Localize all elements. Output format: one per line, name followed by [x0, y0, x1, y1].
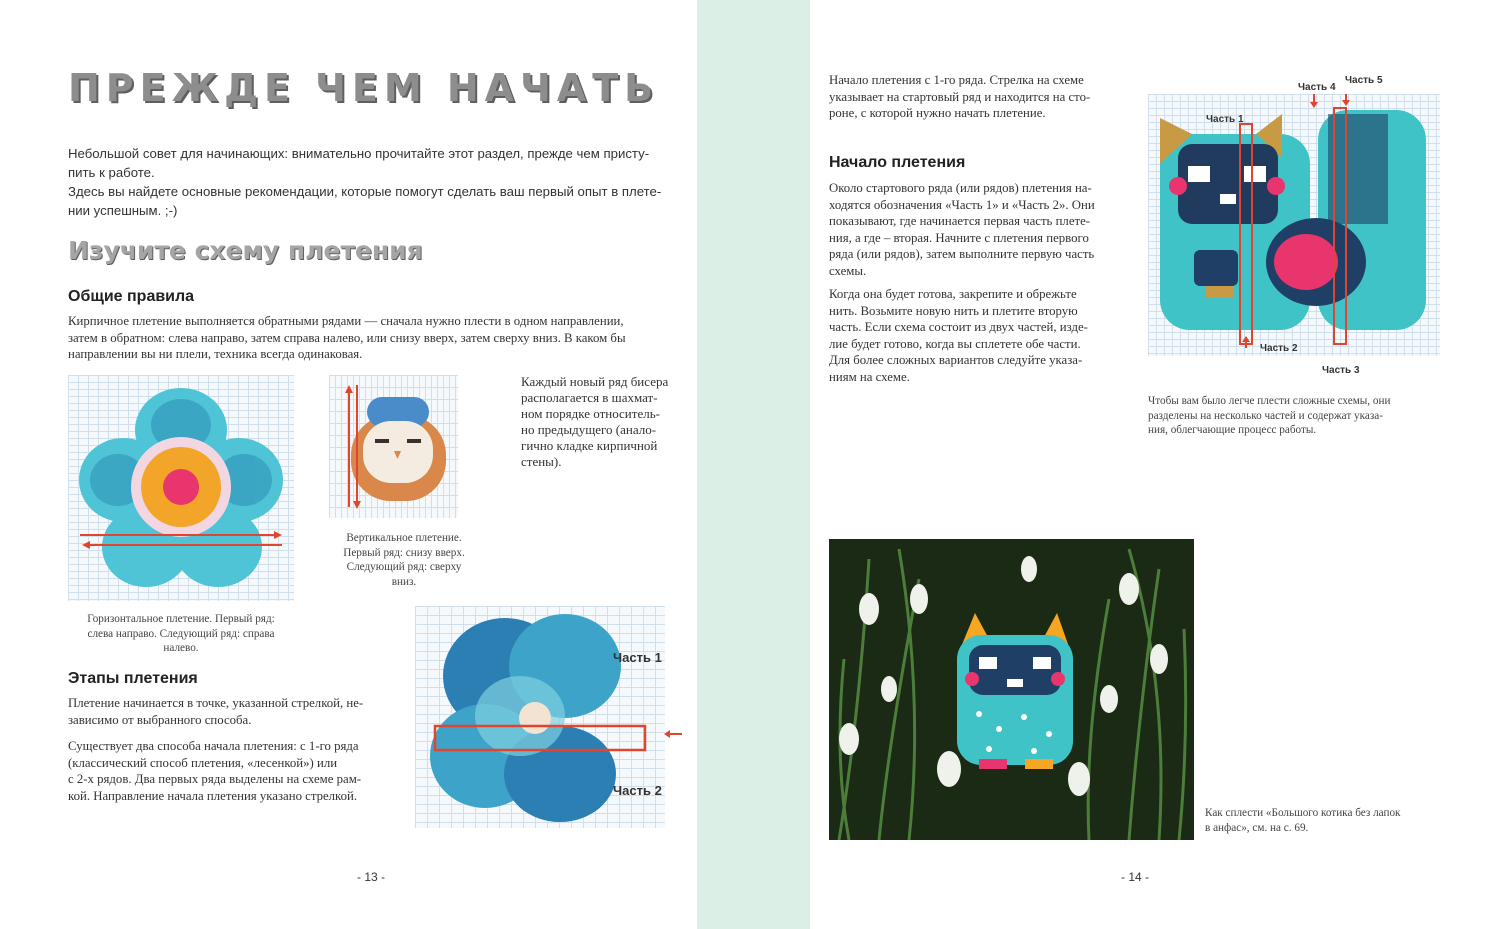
text-line: Начало плетения с 1-го ряда. Стрелка на схеме	[829, 73, 1084, 87]
cat-pattern-svg	[1148, 94, 1440, 356]
horizontal-caption	[68, 612, 294, 656]
cat-mask	[1178, 144, 1278, 224]
photo-caption	[1205, 806, 1445, 835]
text-line: зависимо от выбранного способа.	[68, 712, 252, 727]
beaded-cat	[957, 613, 1073, 769]
text-line: ния, а где – вторая. Начните с плетения первого	[829, 230, 1089, 245]
text-line: но предыдущего (анало-	[521, 422, 657, 437]
part-4-label: Часть 4	[1298, 82, 1336, 93]
caption-line: Чтобы вам было легче плести сложные схемы, они	[1148, 395, 1391, 407]
arrow-head-down-icon	[353, 501, 361, 509]
text-line: часть. Если схема состоит из двух частей, изде-	[829, 320, 1088, 334]
cat-eye-right	[1244, 166, 1266, 182]
text-line: ряда (или рядов), затем выполните первую часть	[829, 247, 1095, 261]
text-line: показывают, где начинается первая часть плете-	[829, 214, 1091, 228]
beaded-cat-photo	[829, 539, 1194, 840]
text-line: затем в обратном: слева направо, затем справа налево, или снизу вверх, затем сверху вниз. В каком бы	[68, 330, 626, 345]
caption-line: в анфас», см. на с. 69.	[1205, 821, 1309, 834]
intro-line: Здесь вы найдете основные рекомендации, которые помогут сделать ваш первый опыт в плете-	[68, 184, 662, 199]
cat-eye-left	[1188, 166, 1210, 182]
arrow-down-icon	[1342, 100, 1350, 106]
page-number-right: - 14 -	[1121, 870, 1150, 884]
part-5-label: Часть 5	[1345, 75, 1383, 86]
owl-eye-left	[375, 439, 389, 443]
owl-pattern-svg	[329, 375, 458, 518]
text-line: направлении вы ни плели, техника всегда одинаковая.	[68, 347, 363, 361]
cat-paw-left	[1194, 250, 1238, 286]
part-1-label: Часть 1	[1206, 114, 1244, 125]
cat-foot	[1206, 286, 1234, 298]
page-number-left: - 13 -	[357, 870, 386, 884]
text-line: Существует два способа начала плетения: с 1-го ряда	[68, 739, 359, 753]
photo-illustration-svg	[829, 539, 1194, 840]
text-line: лие будет готово, когда вы сплетете обе части.	[829, 336, 1081, 351]
caption-line: Вертикальное плетение.	[346, 532, 462, 544]
intro-line: нии успешным. ;-)	[68, 203, 178, 218]
vertical-owl-pattern	[329, 375, 458, 518]
caption-line: Горизонтальное плетение. Первый ряд:	[87, 613, 275, 625]
text-line: Каждый новый ряд бисера	[521, 374, 669, 389]
caption-line: слева направо. Следующий ряд: справа	[87, 627, 275, 640]
caption-line: Первый ряд: снизу вверх.	[343, 546, 465, 559]
text-line: стены).	[521, 454, 562, 469]
flower-parts-pattern	[415, 606, 665, 828]
cat-heart	[1274, 234, 1338, 290]
flower-pattern-svg	[68, 375, 294, 601]
arrow-head-right-icon	[274, 531, 282, 539]
start-note	[829, 72, 1123, 122]
text-line: Кирпичное плетение выполняется обратными рядами — сначала нужно плести в одном направлении,	[68, 314, 624, 328]
start-paragraph-2	[829, 286, 1123, 385]
text-line: гично кладке кирпичной	[521, 438, 658, 453]
caption-line: налево.	[163, 642, 199, 654]
text-line: ходятся обозначения «Часть 1» и «Часть 2». Они	[829, 197, 1095, 212]
text-line: кой. Направление начала плетения указано стрелкой.	[68, 788, 358, 803]
text-line: схемы.	[829, 263, 867, 278]
page-gutter	[697, 0, 810, 929]
arrow-head-left-icon	[82, 541, 90, 549]
part-2-label: Часть 2	[613, 783, 662, 798]
intro-line: Небольшой совет для начинающих: внимательно прочитайте этот раздел, прежде чем присту-	[68, 146, 650, 161]
caption-line: Как сплести «Большого котика без лапок	[1205, 807, 1401, 819]
section-title: Изучите схему плетения	[68, 236, 423, 265]
text-line: нить. Возьмите новую нить и плетите вторую	[829, 303, 1078, 318]
arrow-head-up-icon	[345, 385, 353, 393]
cat-cheek-left	[1169, 177, 1187, 195]
text-line: Около стартового ряда (или рядов) плетения на-	[829, 181, 1092, 195]
general-rules-text	[68, 313, 680, 363]
left-page	[0, 0, 697, 929]
stages-p1	[68, 695, 404, 728]
text-line: роне, с которой нужно начать плетение.	[829, 106, 1046, 120]
start-arrow-icon	[664, 728, 684, 740]
flower-center	[519, 702, 551, 734]
cat-caption	[1148, 394, 1438, 438]
part-1-label: Часть 1	[613, 650, 662, 665]
text-line: Когда она будет готова, закрепите и обрежьте	[829, 287, 1077, 301]
start-paragraph-1	[829, 180, 1123, 279]
text-line: с 2-х рядов. Два первых ряда выделены на схеме рам-	[68, 772, 362, 786]
vertical-caption	[329, 531, 479, 589]
general-rules-heading: Общие правила	[68, 288, 195, 305]
part-3-label: Часть 3	[1322, 365, 1360, 376]
cat-back-stripe	[1328, 114, 1388, 224]
text-line: указывает на стартовый ряд и находится на сто-	[829, 89, 1091, 104]
horizontal-flower-pattern	[68, 375, 294, 601]
intro-text	[68, 144, 680, 220]
caption-line: разделены на несколько частей и содержат указа-	[1148, 409, 1383, 422]
text-line: ниям на схеме.	[829, 369, 910, 384]
text-line: (классический способ плетения, «лесенкой») или	[68, 755, 338, 770]
owl-eye-right	[407, 439, 421, 443]
text-line: Для более сложных вариантов следуйте указа-	[829, 353, 1083, 367]
text-line: Плетение начинается в точке, указанной стрелкой, не-	[68, 696, 364, 710]
cat-muzzle	[1220, 194, 1236, 204]
flower-core	[163, 469, 199, 505]
stages-heading: Этапы плетения	[68, 670, 198, 687]
part-2-label: Часть 2	[1260, 343, 1298, 354]
intro-line: пить к работе.	[68, 165, 155, 180]
brick-note	[521, 374, 679, 470]
text-line: ном порядке относитель-	[521, 406, 660, 421]
text-line: располагается в шахмат-	[521, 390, 658, 405]
stages-p2	[68, 738, 404, 804]
cat-parts-pattern	[1148, 94, 1440, 356]
arrow-down-icon	[1310, 102, 1318, 108]
start-heading: Начало плетения	[829, 154, 966, 171]
cat-cheek-right	[1267, 177, 1285, 195]
arrow-up-icon	[1242, 336, 1250, 342]
caption-line: Следующий ряд: сверху	[346, 561, 462, 573]
chapter-title: ПРЕЖДЕ ЧЕМ НАЧАТЬ	[68, 66, 660, 110]
caption-line: вниз.	[391, 575, 417, 588]
caption-line: ния, облегчающие процесс работы.	[1148, 424, 1317, 436]
